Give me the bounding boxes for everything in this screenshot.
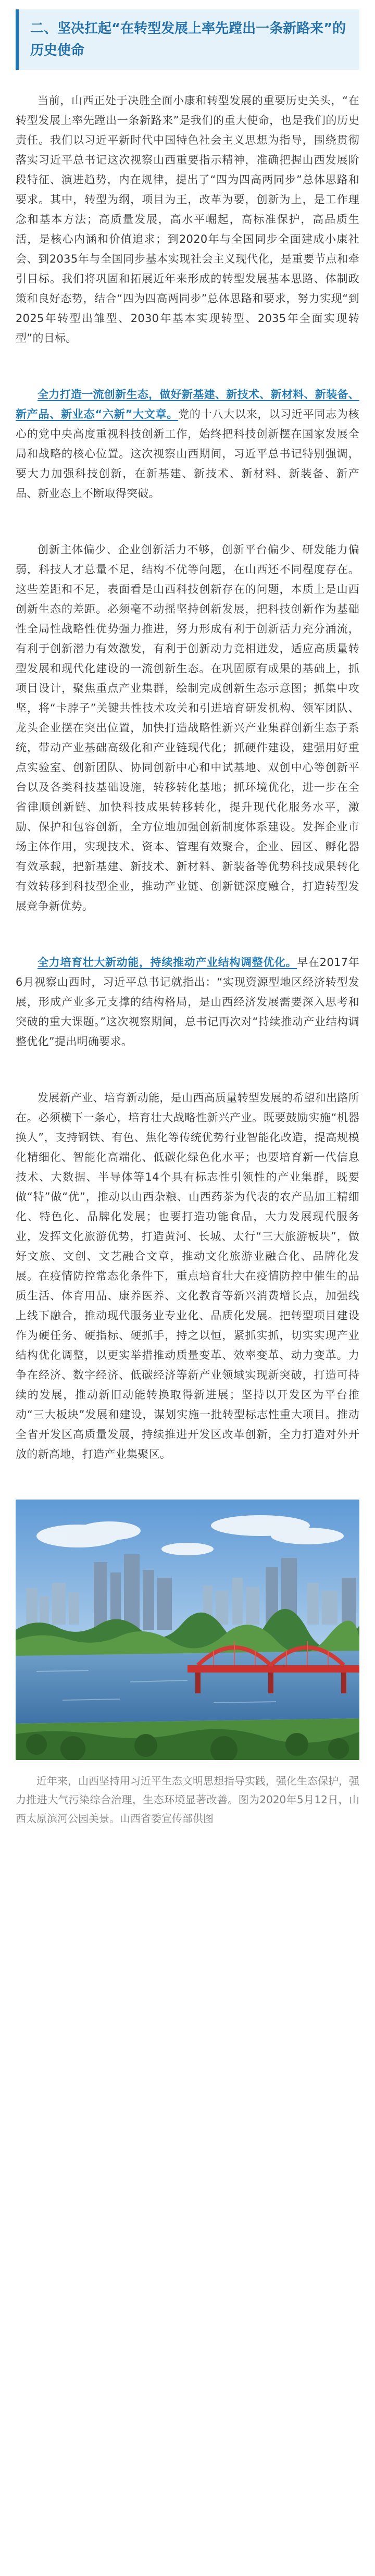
section-title: 二、坚决扛起“在转型发展上率先蹚出一条新路来”的历史使命 [30, 21, 346, 58]
article-page [0, 9, 375, 2576]
paragraph-3-text: 创新主体偏少、企业创新活力不够，创新平台偏少、研发能力偏弱，科技人才总量不足，结构不优等问题，在山西还不同程度存在。这些差距和不足，表面看是山西科技创新存在的问题，本质上是山西创新生态的差距。必须毫不动摇坚持创新发展，把科技创新作为基础性全局性战略性优势强力推进，努力形成有利于创新活力充分涌流，有利于创新潜力有效激发，有利于创新动力竞相迸发，适应高质量转型发展和现代化建设的一流创新生态。在巩固原有成果的基础上，抓项目设计，聚焦重点产业集群，绘制完成创新生态示意图；抓集中攻坚，将“卡脖子”关键共性技术攻关和引进培育研发机构、领军团队、龙头企业摆在突出位置，加快打造战略性新兴产业集群创新生态子系统，带动产业基础高级化和产业链现代化；抓硬件建设，建强用好重点实验室、创新团队、协同创新中心和中试基地、双创中心等创新平台以及各类科技基础设施，转移转化基地；抓环境优化，进一步在全省律顺创新链、加快科技成果转移转化，提升现代化服务水平，激励、保护和包容创新，全方位地加强创新制度体系建设。发挥企业市场主体作用，实现技术、资本、管理有效聚合，企业、园区、孵化器有效承载，把新基建、新技术、新材料、新装备等优势科技成果转化有效转移到科技型企业，推动产业链、创新链深度融合，打造转型发展竞争新优势。 [16, 543, 359, 912]
paragraph-1-text: 当前，山西正处于决胜全面小康和转型发展的重要历史关头，“在转型发展上率先蹚出一条新路来”是我们的重大使命，也是我们的历史责任。我们以习近平新时代中国特色社会主义思想为指导，围绕贯彻落实习近平总书记这次视察山西重要指示精神，准确把握山西发展阶段特征、演进趋势，内在规律，提出了“四为四高两同步”总体思路和要求。其中，转型为纲，项目为王，改革为要，创新为上，是工作理念和基本方法；高质量发展，高水平崛起，高标准保护，高品质生活，是核心内涵和价值追求；到2020年与全国同步全面建成小康社会、到2035年与全国同步基本实现社会主义现代化，是重要节点和牵引目标。我们将巩固和拓展近年来形成的转型发展基本思路、体制政策和良好态势，结合“四为四高两同步”总体思路和要求，努力实现“到2025年转型出雏型、2030年基本实现转型、2035年全面实现转型”的目标。 [16, 94, 359, 344]
paragraph-2 [16, 385, 359, 503]
paragraph-2-lead: 全力打造一流创新生态，做好新基建、新技术、新材料、新装备、新产品、新业态“六新”大文章。 [16, 388, 359, 420]
river-city-illustration [16, 1500, 359, 1760]
paragraph-3 [16, 540, 359, 916]
paragraph-4 [16, 952, 359, 1051]
paragraph-5 [16, 1088, 359, 1464]
photo-caption: 近年来，山西坚持用习近平生态文明思想指导实践，强化生态保护，强力推进大气污染综合治理，生态环境显著改善。图为2020年5月12日，山西太原滨河公园美景。山西省委宣传部供图 [16, 1775, 359, 1825]
paragraph-4-lead: 全力培育壮大新动能，持续推动产业结构调整优化。 [38, 956, 297, 969]
article-body [16, 91, 359, 1464]
paragraph-5-text: 发展新产业、培育新动能，是山西高质量转型发展的希望和出路所在。必须横下一条心，培育壮大战略性新兴产业。既要鼓励实施“机器换人”，支持钢铁、有色、焦化等传统优势行业智能化改造，提高规模化精细化、智能化高端化、低碳化绿色化水平；也要培育新一代信息技术、大数据、半导体等14个具有标志性引领性的产业集群，既要做“特”做“优”，推动以山西杂粮、山西药茶为代表的农产品加工精细化、特色化、品牌化发展；也要打造功能食品，大力发展现代服务业，发挥文化旅游优势，打造黄河、长城、太行“三大旅游板块”，做好文旅、文创、文艺融合文章，推动文化旅游业融合化、品牌化发展。在疫情防控常态化条件下，重点培育壮大在疫情防控中催生的品质生活、体育用品、康养医养、文化教育等新兴消费增长点，加强线上线下融合，推动现代服务业专业化、品质化发展。把转型项目建设作为硬任务、硬指标、硬抓手，持之以恒，紧抓实抓，切实实现产业结构优化调整，以更实举措推动质量变革、效率变革、动力变革。力争在经济、数字经济、低碳经济等新产业领域实现新突破，打造可持续的发展，推动新旧动能转换取得新进展；坚持以开发区为平台推动“三大板块”发展和建设，谋划实施一批转型标志性重大项目。推动全省开发区高质量发展，持续推进开发区改革创新，全力打造对外开放的新高地，打造产业集聚区。 [16, 1092, 359, 1460]
paragraph-1 [16, 91, 359, 348]
paragraph-4-text: 早在2017年6月视察山西时，习近平总书记就指出：“实现资源型地区经济转型发展，形成产业多元支撑的结构格局，是山西经济发展需要深入思考和突破的重大课题。”这次视察期间，总书记再次对“持续推动产业结构调整优化”提出明确要求。 [16, 956, 359, 1048]
section-header [16, 9, 359, 70]
river-city-photo [16, 1500, 359, 1760]
paragraph-2-text: 党的十八大以来，以习近平同志为核心的党中央高度重视科技创新工作，始终把科技创新摆在国家发展全局和战略的核心位置。这次视察山西期间，习近平总书记特别强调，要大力加强科技创新，在新基建、新技术、新材料、新装备、新产品、新业态上不断取得突破。 [16, 408, 359, 500]
